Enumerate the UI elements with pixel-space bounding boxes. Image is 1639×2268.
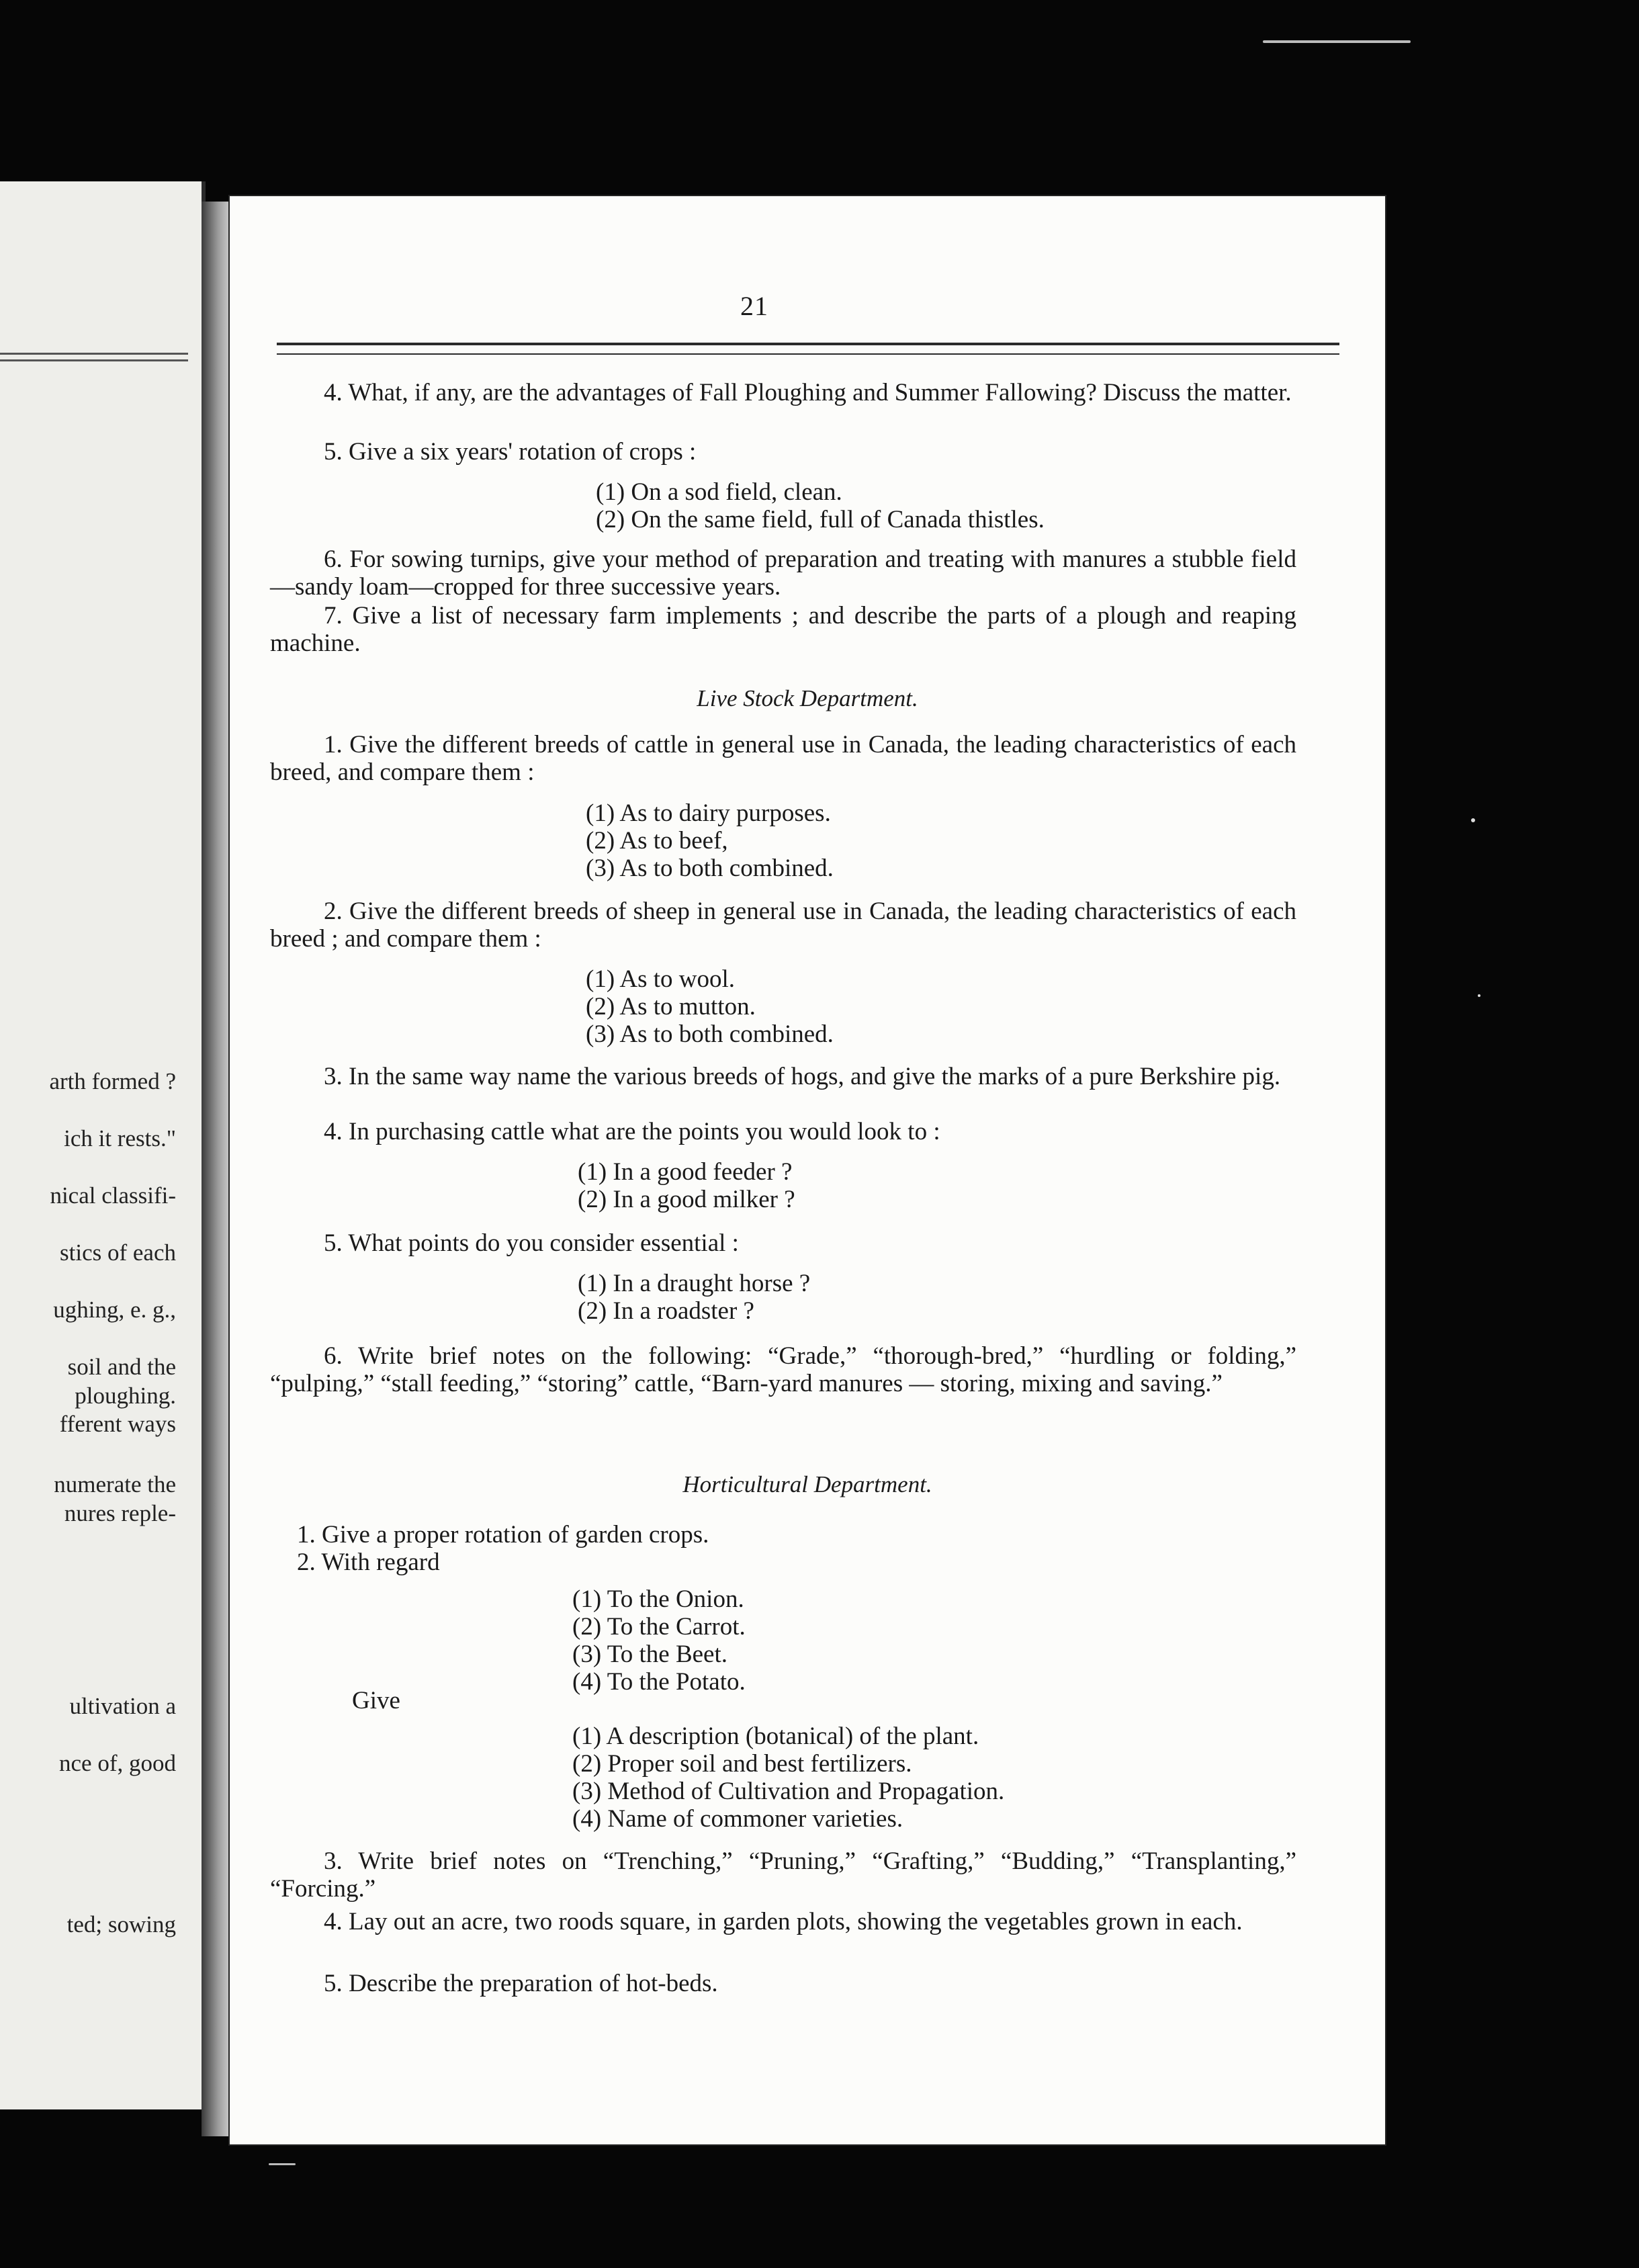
question-text: 4. What, if any, are the advantages of Fall Ploughing and Summer Fallowing? Discuss the matter. (324, 379, 1292, 406)
section-heading: Live Stock Department. (697, 685, 918, 711)
left-page-text-fragment: nce of, good (59, 1750, 176, 1776)
left-page-text-fragment: stics of each (60, 1239, 176, 1266)
list-item: (2) Proper soil and best fertilizers. (572, 1750, 912, 1778)
left-page-text-fragment: numerate the (54, 1471, 176, 1497)
list-item: (1) On a sod field, clean. (596, 478, 842, 506)
question-text: 7. Give a list of necessary farm implements ; and describe the parts of a plough and reaping machine. (270, 602, 1296, 657)
list-item: (3) As to both combined. (586, 855, 834, 882)
list-item: (1) In a good feeder ? (578, 1158, 793, 1186)
document-page (230, 196, 1385, 2144)
question-text: 5. Describe the preparation of hot-beds. (324, 1970, 718, 1997)
question-text: 6. For sowing turnips, give your method of preparation and treating with manures a stubble field—sandy loam—cropped for three successive years. (270, 546, 1296, 601)
list-item: (2) To the Carrot. (572, 1613, 746, 1641)
list-item: (3) Method of Cultivation and Propagation. (572, 1778, 1005, 1805)
left-page-text-fragment: soil and the (67, 1354, 176, 1380)
list-item: (3) As to both combined. (586, 1020, 834, 1048)
header-rule (277, 353, 1339, 355)
list-item: (1) To the Onion. (572, 1585, 744, 1613)
left-page-text-fragment: fferent ways (59, 1411, 176, 1437)
scan-fiber (269, 2163, 296, 2165)
question-text: 1. Give the different breeds of cattle in general use in Canada, the leading characteristics of each breed, and compare them : (270, 731, 1296, 786)
header-rule (277, 343, 1339, 345)
page-number: 21 (740, 291, 768, 321)
left-page-text-fragment: ughing, e. g., (53, 1297, 176, 1323)
book-spine (202, 202, 231, 2136)
question-text: 5. What points do you consider essential : (324, 1229, 739, 1257)
scan-speck (1478, 994, 1480, 997)
question-text: 4. In purchasing cattle what are the points you would look to : (324, 1118, 940, 1145)
left-page-text-fragment: nical classifi- (50, 1182, 176, 1209)
scan-speck (1471, 818, 1475, 822)
list-item: (1) In a draught horse ? (578, 1270, 811, 1297)
list-item: (2) As to mutton. (586, 993, 756, 1020)
scan-fiber (1263, 40, 1411, 43)
question-text: 2. With regard (297, 1549, 440, 1576)
left-page-rule (0, 359, 188, 361)
left-facing-page (0, 181, 206, 2109)
list-item: (2) In a good milker ? (578, 1186, 795, 1213)
left-page-text-fragment: ich it rests." (64, 1125, 176, 1151)
list-item: (2) As to beef, (586, 827, 728, 855)
give-label: Give (352, 1687, 400, 1714)
left-page-text-fragment: ultivation a (69, 1693, 176, 1719)
list-item: (2) On the same field, full of Canada thistles. (596, 506, 1045, 533)
question-text: 3. In the same way name the various breeds of hogs, and give the marks of a pure Berkshire pig. (324, 1063, 1281, 1090)
question-text: 4. Lay out an acre, two roods square, in garden plots, showing the vegetables grown in each. (324, 1908, 1243, 1935)
left-page-text-fragment: arth formed ? (49, 1068, 176, 1094)
list-item: (1) A description (botanical) of the plant. (572, 1722, 979, 1750)
list-item: (1) As to dairy purposes. (586, 799, 831, 827)
question-text: 5. Give a six years' rotation of crops : (324, 438, 697, 466)
question-text: 6. Write brief notes on the following: “Grade,” “thorough-bred,” “hurdling or folding,” “pulping,” “stall feeding,” “storing” cattle, “Barn-yard manures — storing, mixing and saving.” (270, 1342, 1296, 1397)
list-item: (3) To the Beet. (572, 1641, 727, 1668)
question-text: 1. Give a proper rotation of garden crops. (297, 1521, 709, 1549)
question-text: 3. Write brief notes on “Trenching,” “Pruning,” “Grafting,” “Budding,” “Transplanting,” “Forcing.” (270, 1847, 1296, 1903)
list-item: (4) Name of commoner varieties. (572, 1805, 903, 1833)
section-heading: Horticultural Department. (682, 1471, 932, 1497)
left-page-rule (0, 353, 188, 355)
left-page-text-fragment: ploughing. (75, 1383, 176, 1409)
list-item: (2) In a roadster ? (578, 1297, 754, 1325)
list-item: (4) To the Potato. (572, 1668, 746, 1696)
list-item: (1) As to wool. (586, 965, 735, 993)
left-page-text-fragment: nures reple- (64, 1500, 176, 1526)
question-text: 2. Give the different breeds of sheep in general use in Canada, the leading characteristics of each breed ; and compare them : (270, 898, 1296, 953)
left-page-text-fragment: ted; sowing (67, 1911, 176, 1937)
